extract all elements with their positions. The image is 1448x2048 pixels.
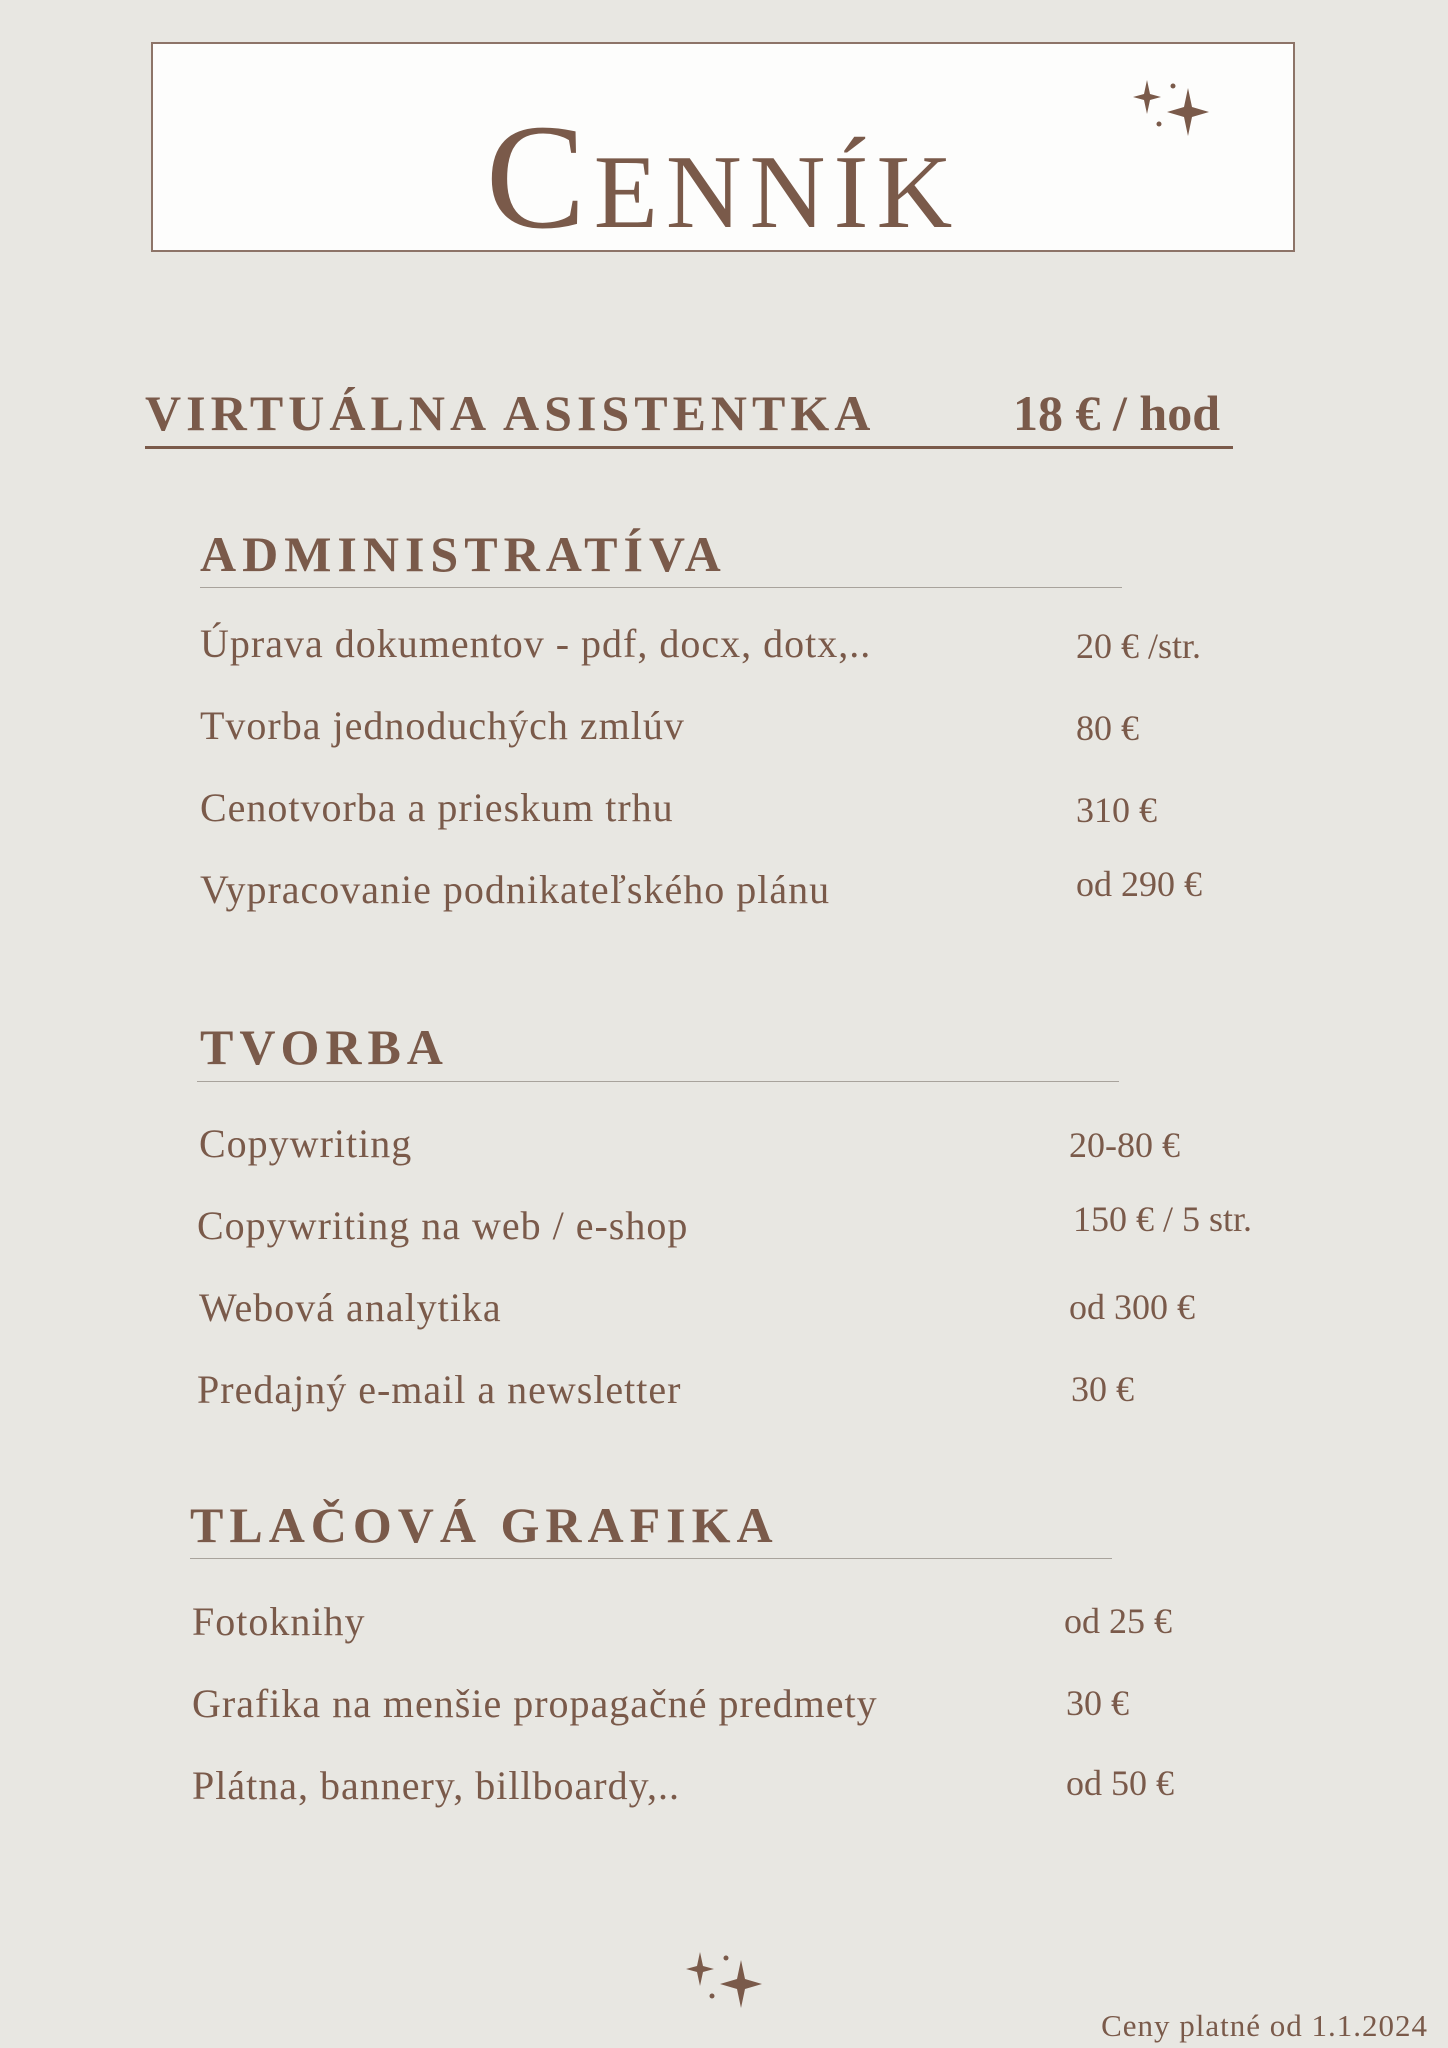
list-item-name: Vypracovanie podnikateľského plánu	[200, 867, 831, 912]
list-item-price: 310 €	[1076, 790, 1157, 830]
list-item-name: Copywriting na web / e-shop	[197, 1203, 689, 1248]
sparkle-icon	[1133, 74, 1213, 144]
list-item-price: 80 €	[1076, 708, 1139, 748]
list-item-name: Copywriting	[199, 1121, 413, 1166]
list-item-price: 150 € / 5 str.	[1073, 1199, 1253, 1239]
service-heading	[145, 384, 1233, 449]
list-item-name: Webová analytika	[199, 1285, 502, 1330]
page-title: Cenník	[485, 94, 961, 260]
list-item-name: Fotoknihy	[192, 1599, 366, 1644]
list-item-price: od 25 €	[1064, 1601, 1172, 1641]
list-item-name: Grafika na menšie propagačné predmety	[192, 1681, 878, 1726]
list-item-name: Plátna, bannery, billboardy,..	[192, 1763, 681, 1808]
validity-note: Ceny platné od 1.1.2024	[1101, 2008, 1428, 2043]
section-divider	[197, 1081, 1119, 1082]
section-divider	[200, 587, 1122, 588]
section-divider	[190, 1558, 1112, 1559]
list-item-name: Predajný e-mail a newsletter	[197, 1367, 682, 1412]
list-item-price: 30 €	[1071, 1369, 1134, 1409]
section-title: TLAČOVÁ GRAFIKA	[190, 1497, 779, 1553]
list-item-price: od 300 €	[1069, 1287, 1195, 1327]
hourly-rate: 18 € / hod	[1013, 385, 1221, 441]
list-item-price: od 50 €	[1066, 1763, 1174, 1803]
list-item-price: 20-80 €	[1069, 1125, 1180, 1165]
list-item-price: 20 € /str.	[1076, 626, 1202, 666]
list-item-name: Tvorba jednoduchých zmlúv	[200, 703, 685, 748]
list-item-name: Úprava dokumentov - pdf, docx, dotx,..	[200, 621, 872, 666]
list-item-price: od 290 €	[1076, 864, 1202, 904]
section-title: TVORBA	[200, 1019, 449, 1075]
list-item-price: 30 €	[1066, 1683, 1129, 1723]
list-item-name: Cenotvorba a prieskum trhu	[200, 785, 674, 830]
section-title: ADMINISTRATÍVA	[200, 526, 727, 582]
title-box	[151, 42, 1295, 260]
service-name: VIRTUÁLNA ASISTENTKA	[145, 385, 876, 441]
sparkle-icon	[686, 1946, 766, 2016]
